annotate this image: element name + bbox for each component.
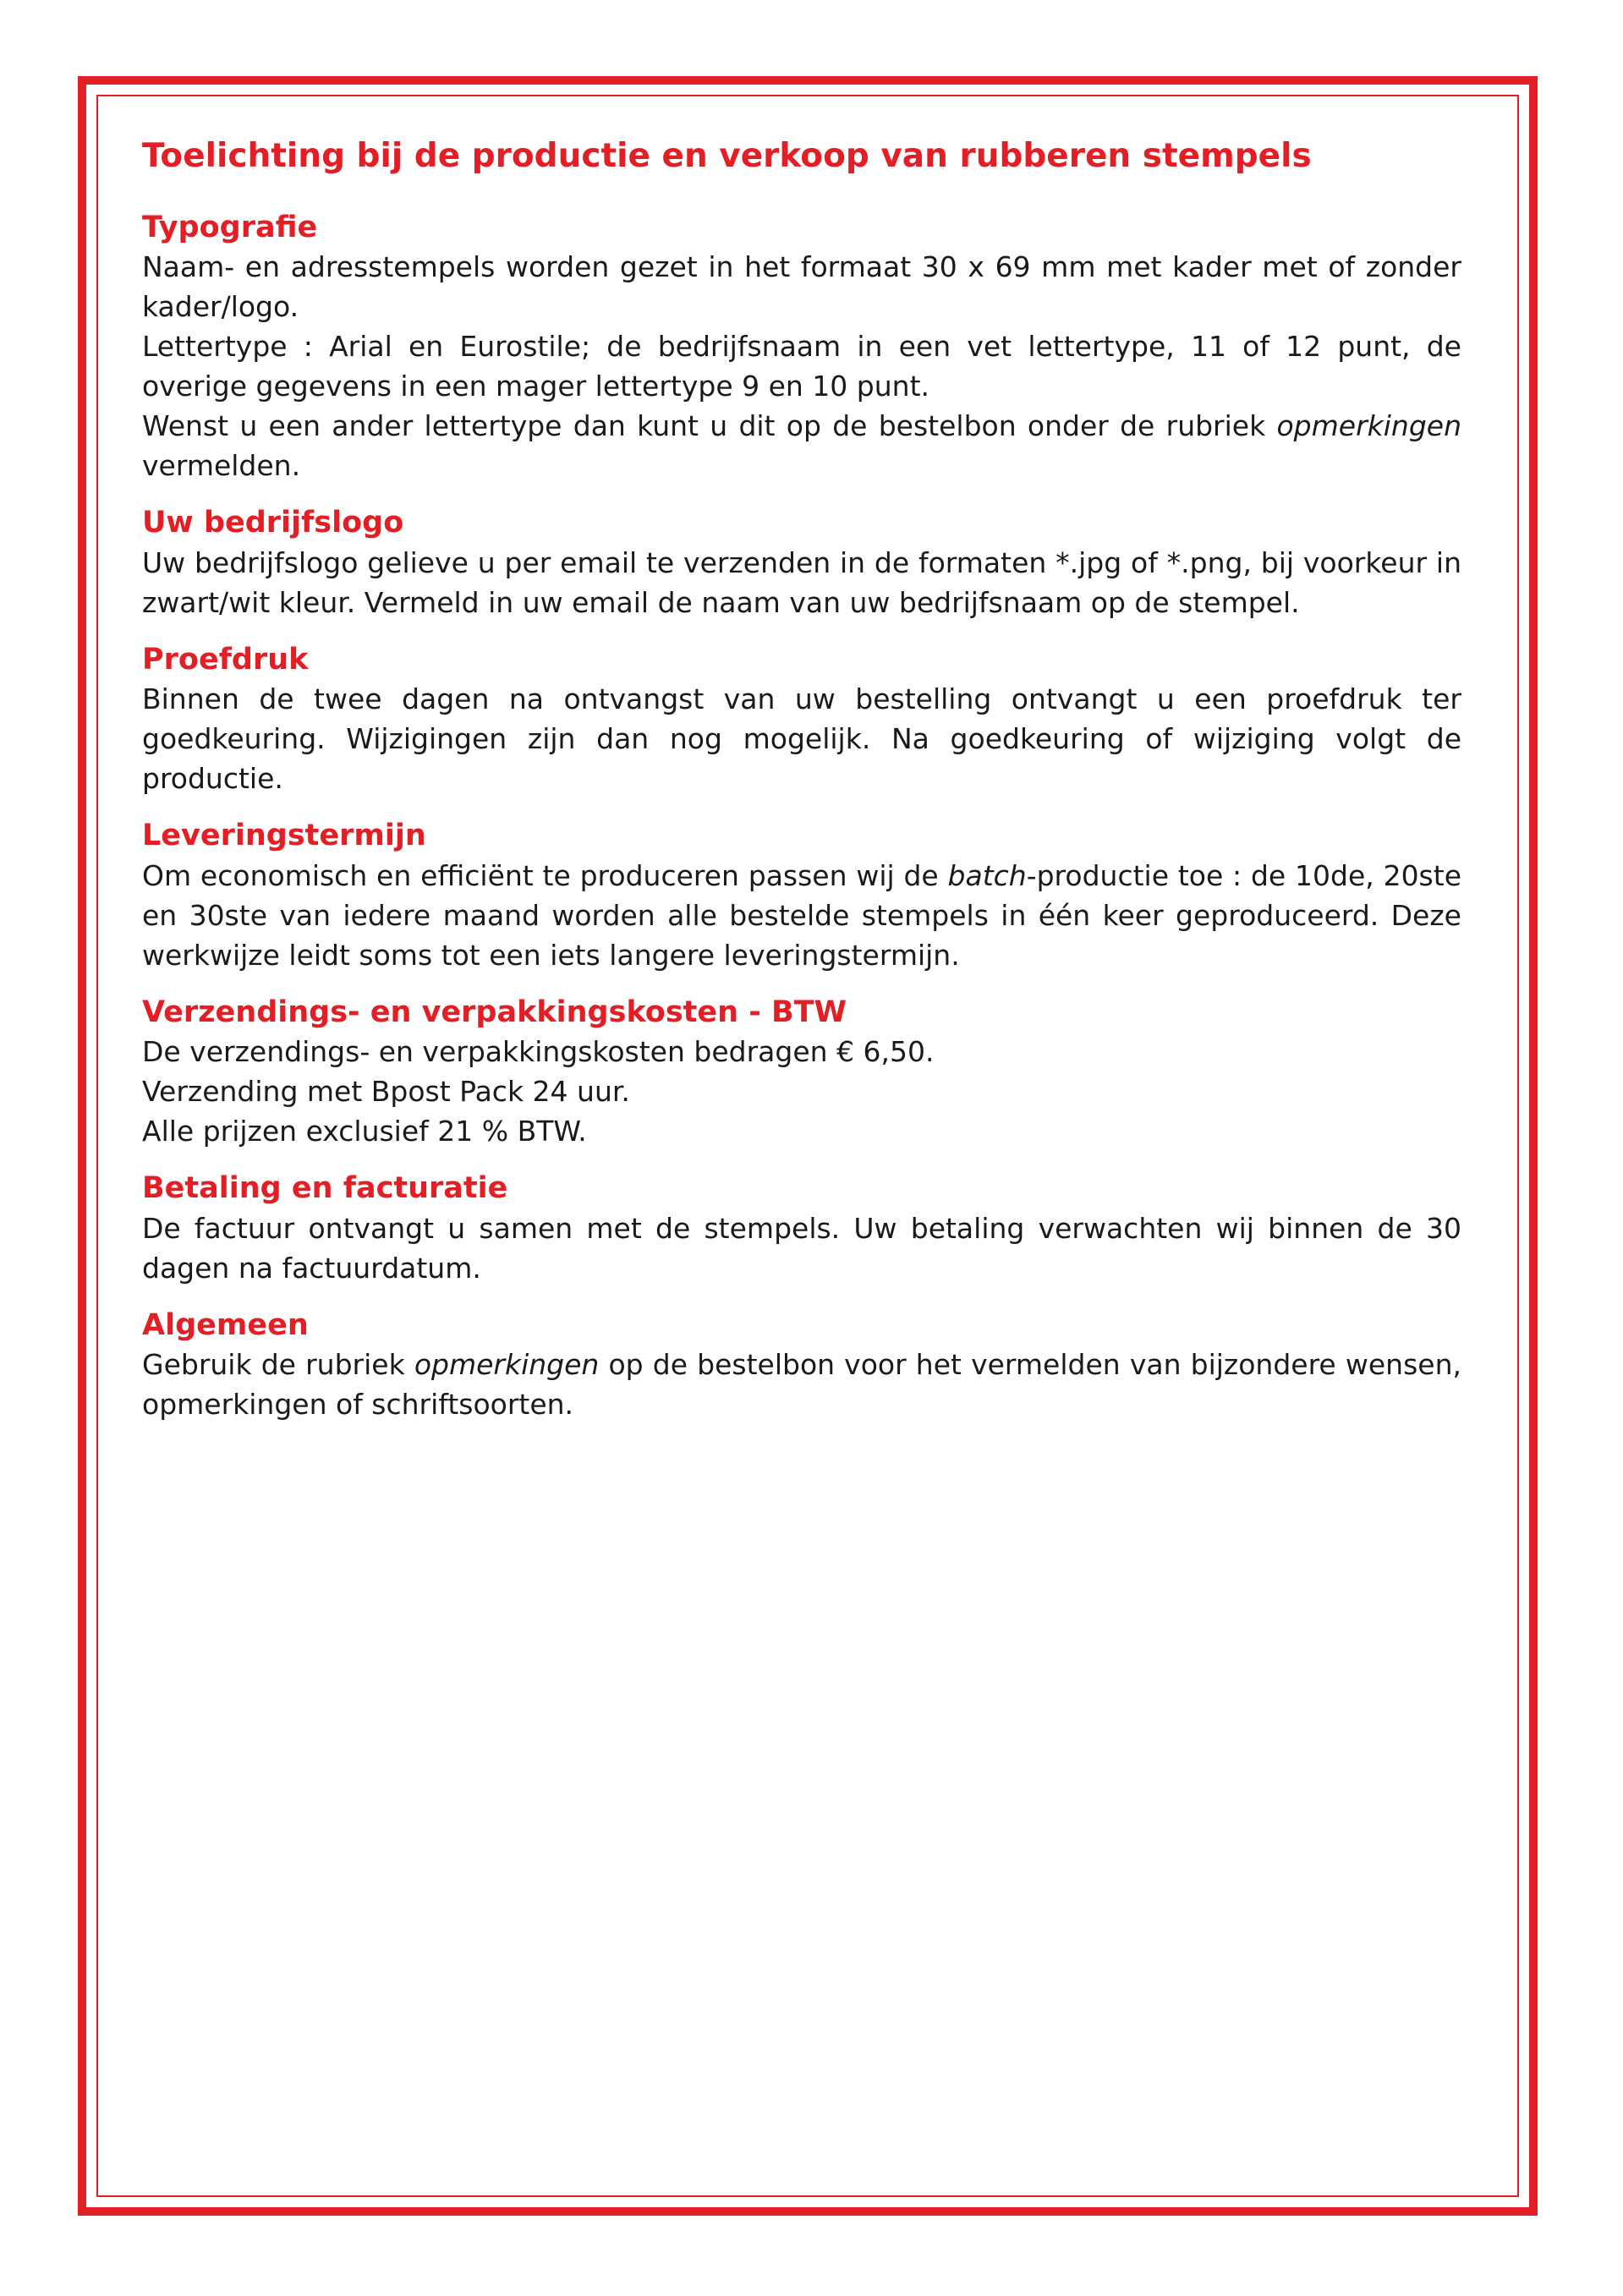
section-heading: Typografie [142,210,318,244]
paragraph: Naam- en adresstempels worden gezet in het formaat 30 x 69 mm met kader met of zonder kader/logo. [142,250,1461,324]
section-heading: Leveringstermijn [142,819,426,853]
section-leveringstermijn [142,817,1461,975]
section-bedrijfslogo [142,504,1461,622]
document-title: Toelichting bij de productie en verkoop van rubberen stempels [142,137,1312,175]
paragraph: Alle prijzen exclusief 21 % BTW. [142,1115,587,1148]
paragraph: Uw bedrijfslogo gelieve u per email te verzenden in de formaten *.jpg of *.png, bij voorkeur in zwart/wit kleur. Vermeld in uw email de naam van uw bedrijfsnaam op de stempel. [142,545,1461,619]
section-heading: Algemeen [142,1307,309,1342]
paragraph: De verzendings- en verpakkingskosten bedragen € 6,50. [142,1035,935,1069]
section-heading: Uw bedrijfslogo [142,506,404,540]
section-algemeen [142,1307,1461,1425]
document-body [142,137,1461,1443]
paragraph: Om economisch en efficiënt te produceren passen wij de batch-productie toe : de 10de, 20ste en 30ste van iedere maand worden alle bestelde stempels in één keer geproduceerd. Deze werkwijze leidt soms tot een iets langere leveringstermijn. [142,858,1461,972]
paragraph: Verzending met Bpost Pack 24 uur. [142,1075,630,1109]
section-typografie [142,209,1461,486]
emphasis-text: batch [947,858,1027,892]
section-proefdruk [142,641,1461,799]
section-heading: Verzendings- en verpakkingskosten - BTW [142,995,847,1029]
paragraph: Gebruik de rubriek opmerkingen op de bestelbon voor het vermelden van bijzondere wensen, opmerkingen of schriftsoorten. [142,1348,1461,1422]
section-heading: Proefdruk [142,642,309,677]
emphasis-text: opmerkingen [1276,409,1461,443]
paragraph: De factuur ontvangt u samen met de stempels. Uw betaling verwachten wij binnen de 30 dagen na factuurdatum. [142,1211,1461,1285]
paragraph: Lettertype : Arial en Eurostile; de bedrijfsnaam in een vet lettertype, 11 of 12 punt, de overige gegevens in een mager lettertype 9 en 10 punt. [142,330,1461,403]
section-betaling [142,1170,1461,1288]
section-heading: Betaling en facturatie [142,1171,508,1206]
paragraph: Binnen de twee dagen na ontvangst van uw bestelling ontvangt u een proefdruk ter goedkeuring. Wijzigingen zijn dan nog mogelijk. Na goedkeuring of wijziging volgt de productie. [142,682,1461,796]
emphasis-text: opmerkingen [414,1348,600,1382]
section-verzendingskosten [142,994,1461,1152]
paragraph: Wenst u een ander lettertype dan kunt u dit op de bestelbon onder de rubriek opmerkingen vermelden. [142,409,1461,483]
